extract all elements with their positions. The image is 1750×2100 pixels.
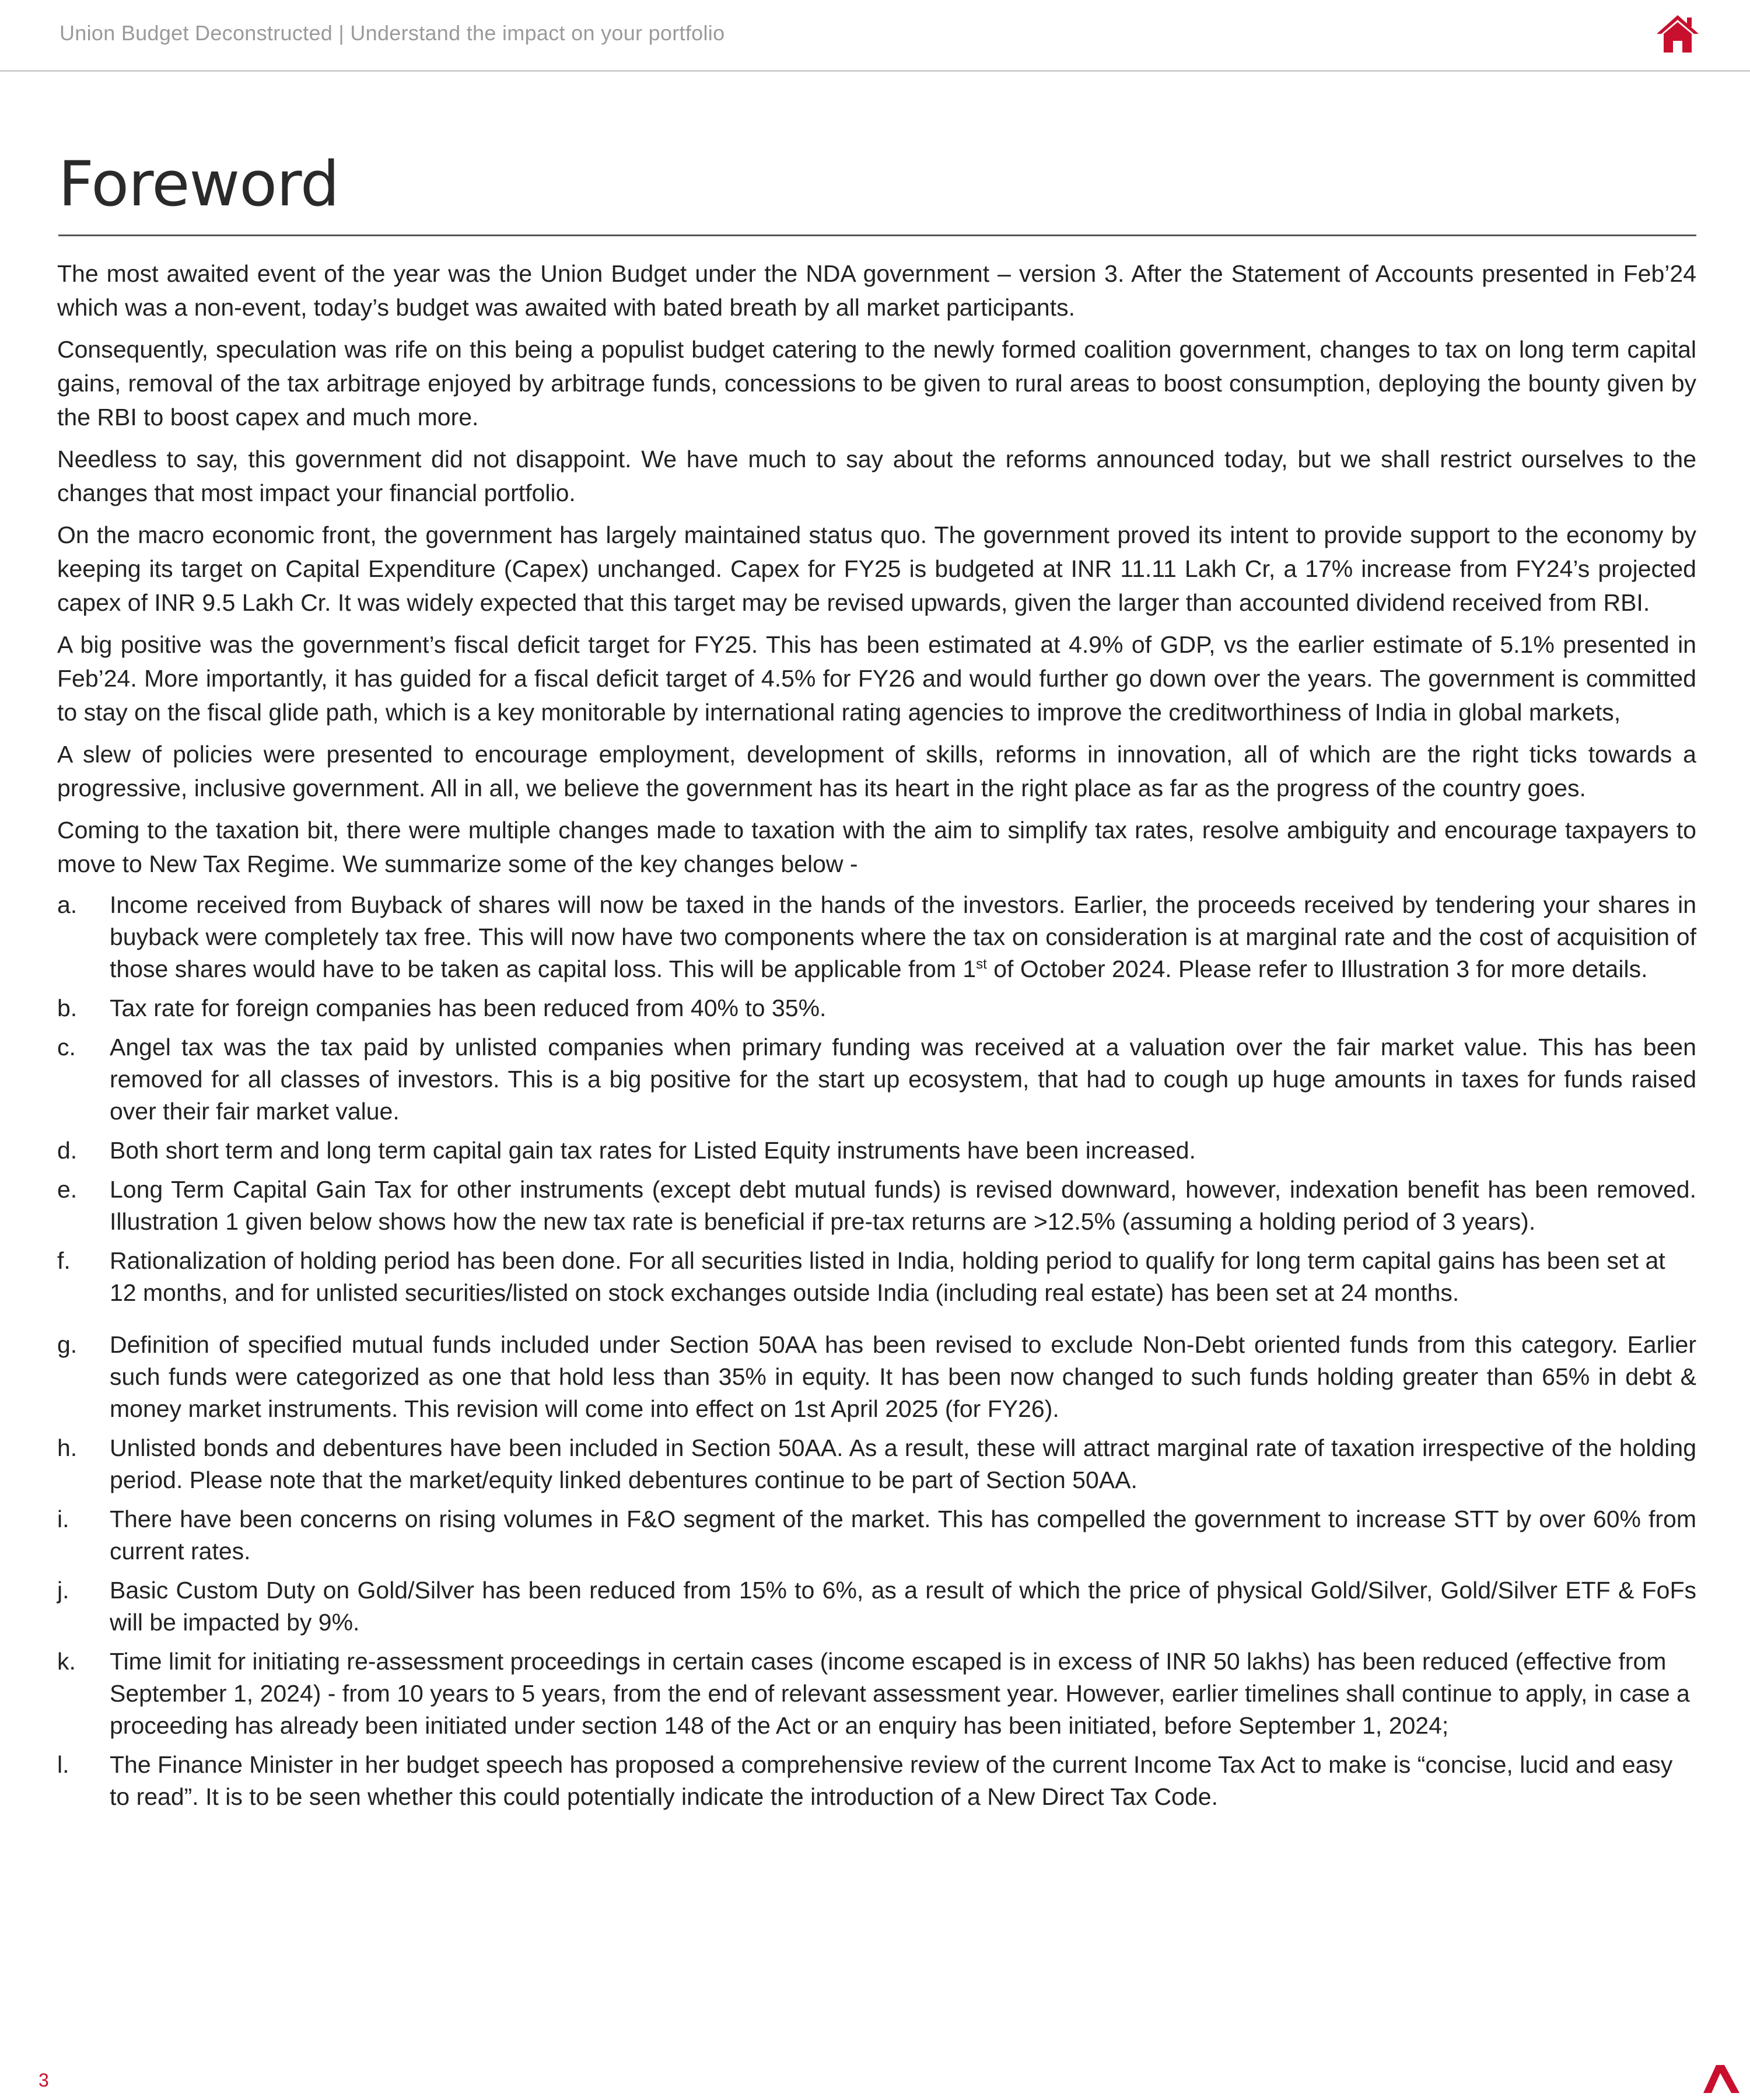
page-header	[0, 0, 1750, 72]
list-marker: f.	[57, 1247, 71, 1274]
list-marker: d.	[57, 1137, 78, 1164]
foreword-body	[57, 257, 1696, 1820]
list-marker: e.	[57, 1176, 78, 1203]
home-icon[interactable]	[1656, 14, 1700, 54]
list-item-text: Basic Custom Duty on Gold/Silver has been reduced from 15% to 6%, as a result of which the price of physical Gold/Silver, Gold/Silver ETF & FoFs will be impacted by 9%.	[110, 1577, 1696, 1636]
title-divider	[58, 235, 1696, 236]
list-item-text: Long Term Capital Gain Tax for other instruments (except debt mutual funds) is revised downward, however, indexation benefit has been removed. Illustration 1 given below shows how the new tax rate is beneficial if pre-tax returns are >12.5% (assuming a holding period of 3 years).	[110, 1176, 1696, 1235]
list-marker: h.	[57, 1434, 78, 1461]
list-item-text: Rationalization of holding period has been done. For all securities listed in India, holding period to qualify for long term capital gains has been set at 12 months, and for unlisted securities/listed on stock exchanges outside India (including real estate) has been set at 24 months.	[110, 1247, 1665, 1306]
list-item	[57, 1329, 1696, 1425]
list-item-text: Income received from Buyback of shares will now be taxed in the hands of the investors. Earlier, the proceeds received by tendering your shares in buyback were completely tax free. This will now have two components where the tax on consideration is at marginal rate and the cost of acquisition of those shares would have to be taken as capital loss. This will be applicable from 1	[110, 891, 1696, 982]
list-item	[57, 1503, 1696, 1567]
list-item	[57, 1574, 1696, 1639]
paragraph: Consequently, speculation was rife on this being a populist budget catering to the newly formed coalition government, changes to tax on long term capital gains, removal of the tax arbitrage enjoyed by arbitrage funds, concessions to be given to rural areas to boost consumption, deploying the bounty given by the RBI to boost capex and much more.	[57, 336, 1696, 430]
paragraph: Coming to the taxation bit, there were multiple changes made to taxation with the aim to simplify tax rates, resolve ambiguity and encourage taxpayers to move to New Tax Regime. We summarize some of the key changes below -	[57, 817, 1696, 877]
list-item-text-cont: of October 2024. Please refer to Illustration 3 for more details.	[986, 956, 1648, 982]
list-item	[57, 1135, 1696, 1167]
list-item-text: Time limit for initiating re-assessment proceedings in certain cases (income escaped is in excess of INR 50 lakhs) has been reduced (effective from September 1, 2024) - from 10 years to 5 years, from the end of relevant assessment year. However, earlier timelines shall continue to apply, in case a proceeding has already been initiated under section 148 of the Act or an enquiry has been initiated, before September 1, 2024;	[110, 1648, 1690, 1739]
header-text: Union Budget Deconstructed | Understand the impact on your portfolio	[60, 21, 725, 45]
paragraph: Needless to say, this government did not disappoint. We have much to say about the reforms announced today, but we shall restrict ourselves to the changes that most impact your financial portfolio.	[57, 446, 1696, 506]
list-item-text: Tax rate for foreign companies has been reduced from 40% to 35%.	[110, 995, 827, 1021]
paragraph: On the macro economic front, the government has largely maintained status quo. The government proved its intent to provide support to the economy by keeping its target on Capital Expenditure (Capex) unchanged. Capex for FY25 is budgeted at INR 11.11 Lakh Cr, a 17% increase from FY24’s projected capex of INR 9.5 Lakh Cr. It was widely expected that this target may be revised upwards, given the larger than accounted dividend received from RBI.	[57, 522, 1696, 616]
list-item	[57, 1432, 1696, 1496]
list-item	[57, 1646, 1696, 1742]
ordinal-suffix: st	[976, 956, 987, 972]
list-marker: b.	[57, 995, 78, 1021]
paragraph: A big positive was the government’s fiscal deficit target for FY25. This has been estimated at 4.9% of GDP, vs the earlier estimate of 5.1% presented in Feb’24. More importantly, it has guided for a fiscal deficit target of 4.5% for FY26 and would further go down over the years. The government is committed to stay on the fiscal glide path, which is a key monitorable by international rating agencies to improve the creditworthiness of India in global markets,	[57, 631, 1696, 726]
list-marker: l.	[57, 1751, 69, 1778]
list-item-text: Definition of specified mutual funds included under Section 50AA has been revised to exclude Non-Debt oriented funds from this category. Earlier such funds were categorized as one that hold less than 35% in equity. It has been now changed to such funds holding greater than 65% in debt & money market instruments. This revision will come into effect on 1st April 2025 (for FY26).	[110, 1331, 1696, 1422]
list-marker: j.	[57, 1577, 69, 1604]
list-item	[57, 1245, 1696, 1309]
list-marker: i.	[57, 1506, 69, 1532]
list-marker: c.	[57, 1034, 76, 1060]
list-marker: a.	[57, 891, 78, 918]
paragraph: A slew of policies were presented to encourage employment, development of skills, reforms in innovation, all of which are the right ticks towards a progressive, inclusive government. All in all, we believe the government has its heart in the right place as far as the progress of the country goes.	[57, 741, 1696, 802]
list-item	[57, 1749, 1696, 1813]
list-item-text: Both short term and long term capital gain tax rates for Listed Equity instruments have been increased.	[110, 1137, 1196, 1164]
tax-changes-list	[57, 889, 1696, 1813]
page-number: 3	[38, 2070, 49, 2091]
list-item	[57, 1031, 1696, 1128]
brand-logo-icon	[1703, 2064, 1740, 2094]
list-item	[57, 992, 1696, 1024]
list-item-text: There have been concerns on rising volumes in F&O segment of the market. This has compelled the government to increase STT by over 60% from current rates.	[110, 1506, 1696, 1564]
list-item	[57, 1174, 1696, 1238]
list-item-text: The Finance Minister in her budget speech has proposed a comprehensive review of the current Income Tax Act to make is “concise, lucid and easy to read”. It is to be seen whether this could potentially indicate the introduction of a New Direct Tax Code.	[110, 1751, 1673, 1810]
page-title: Foreword	[58, 148, 340, 220]
list-marker: k.	[57, 1648, 76, 1675]
paragraph: The most awaited event of the year was the Union Budget under the NDA government – version 3. After the Statement of Accounts presented in Feb’24 which was a non-event, today’s budget was awaited with bated breath by all market participants.	[57, 260, 1696, 321]
list-marker: g.	[57, 1331, 78, 1358]
list-item-text: Unlisted bonds and debentures have been included in Section 50AA. As a result, these will attract marginal rate of taxation irrespective of the holding period. Please note that the market/equity linked debentures continue to be part of Section 50AA.	[110, 1434, 1696, 1493]
list-item-text: Angel tax was the tax paid by unlisted companies when primary funding was received at a valuation over the fair market value. This has been removed for all classes of investors. This is a big positive for the start up ecosystem, that had to cough up huge amounts in taxes for funds raised over their fair market value.	[110, 1034, 1696, 1125]
list-item	[57, 889, 1696, 985]
